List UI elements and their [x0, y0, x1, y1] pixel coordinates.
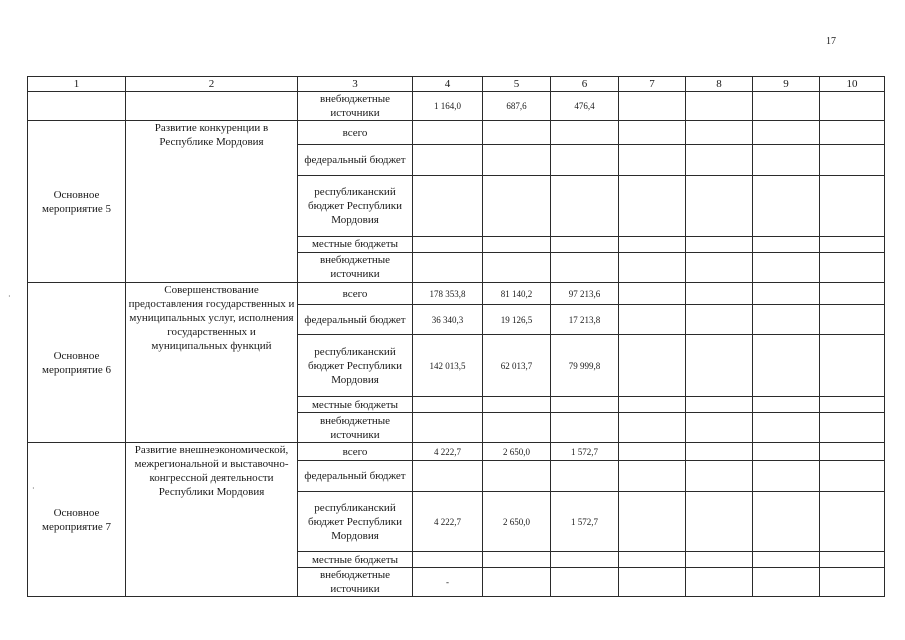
empty-cell: [619, 413, 686, 443]
empty-cell: [753, 335, 820, 397]
budget-table: [27, 76, 885, 597]
empty-cell: [619, 282, 686, 304]
empty-cell: [686, 413, 753, 443]
empty-cell: [686, 121, 753, 144]
empty-cell: [753, 252, 820, 282]
column-header: 4: [413, 77, 483, 92]
empty-cell: [619, 305, 686, 335]
value-total: 142 013,5: [413, 335, 483, 397]
empty-cell: [820, 175, 885, 236]
empty-cell: [753, 305, 820, 335]
page-number: 17: [826, 36, 836, 47]
value-total: 178 353,8: [413, 282, 483, 304]
value-total: 36 340,3: [413, 305, 483, 335]
empty-cell: [686, 397, 753, 413]
funding-source: внебюджетные источники: [298, 413, 413, 443]
value-total: 4 222,7: [413, 491, 483, 552]
empty-cell: [619, 92, 686, 121]
empty-cell: [686, 491, 753, 552]
value-year-1: [483, 397, 551, 413]
empty-cell: [686, 236, 753, 252]
measure-label: Основное мероприятие 7: [28, 443, 126, 597]
empty-cell: [753, 397, 820, 413]
empty-cell: [820, 335, 885, 397]
empty-cell: [753, 443, 820, 460]
header-row: [28, 77, 885, 92]
value-year-1: [483, 175, 551, 236]
empty-cell: [820, 121, 885, 144]
value-year-2: 1 572,7: [551, 491, 619, 552]
table-row: [28, 443, 885, 460]
funding-source: всего: [298, 443, 413, 460]
empty-cell: [619, 460, 686, 491]
value-total: [413, 121, 483, 144]
funding-source: внебюджетные источники: [298, 252, 413, 282]
value-year-1: 19 126,5: [483, 305, 551, 335]
value-year-2: [551, 397, 619, 413]
funding-source: местные бюджеты: [298, 552, 413, 567]
empty-cell: [686, 144, 753, 175]
funding-source: местные бюджеты: [298, 397, 413, 413]
empty-cell: [820, 305, 885, 335]
value-year-1: [483, 252, 551, 282]
value-total: [413, 552, 483, 567]
empty-cell: [686, 552, 753, 567]
empty-cell: [686, 443, 753, 460]
value-year-2: [551, 413, 619, 443]
value-total: 1 164,0: [413, 92, 483, 121]
empty-cell: [820, 443, 885, 460]
value-year-2: [551, 252, 619, 282]
value-year-2: 17 213,8: [551, 305, 619, 335]
empty-cell: [619, 552, 686, 567]
value-year-2: [551, 567, 619, 596]
value-year-2: [551, 175, 619, 236]
funding-source: федеральный бюджет: [298, 305, 413, 335]
empty-cell: [619, 144, 686, 175]
table-row: [28, 92, 885, 121]
empty-cell: [753, 236, 820, 252]
value-year-2: 1 572,7: [551, 443, 619, 460]
value-year-1: [483, 144, 551, 175]
empty-cell: [686, 335, 753, 397]
empty-cell: [753, 282, 820, 304]
empty-cell: [753, 552, 820, 567]
empty-cell: [753, 121, 820, 144]
column-header: 8: [686, 77, 753, 92]
empty-cell: [820, 397, 885, 413]
value-year-1: 2 650,0: [483, 443, 551, 460]
empty-cell: [619, 252, 686, 282]
empty-cell: [686, 175, 753, 236]
empty-cell: [619, 175, 686, 236]
funding-source: республиканский бюджет Республики Мордовия: [298, 491, 413, 552]
value-total: [413, 413, 483, 443]
empty-cell: [619, 443, 686, 460]
funding-source: внебюджетные источники: [298, 92, 413, 121]
value-total: [413, 252, 483, 282]
table-row: [28, 121, 885, 144]
empty-cell: [619, 121, 686, 144]
scan-dot: ·: [32, 484, 35, 493]
empty-cell: [619, 236, 686, 252]
empty-cell: [820, 282, 885, 304]
empty-cell: [820, 413, 885, 443]
column-header: 6: [551, 77, 619, 92]
value-total: [413, 460, 483, 491]
empty-cell: [619, 397, 686, 413]
empty-cell: [686, 252, 753, 282]
value-year-2: [551, 144, 619, 175]
column-header: 9: [753, 77, 820, 92]
value-year-1: 2 650,0: [483, 491, 551, 552]
empty-cell: [820, 236, 885, 252]
column-header: 1: [28, 77, 126, 92]
value-year-1: 687,6: [483, 92, 551, 121]
empty-cell: [753, 92, 820, 121]
empty-cell: [686, 92, 753, 121]
value-year-2: [551, 552, 619, 567]
empty-cell: [753, 175, 820, 236]
funding-source: республиканский бюджет Республики Мордовия: [298, 335, 413, 397]
funding-source: всего: [298, 121, 413, 144]
value-total: -: [413, 567, 483, 596]
empty-cell: [753, 144, 820, 175]
empty-cell: [753, 460, 820, 491]
value-year-2: 97 213,6: [551, 282, 619, 304]
value-year-1: 81 140,2: [483, 282, 551, 304]
funding-source: федеральный бюджет: [298, 460, 413, 491]
measure-name: Совершенствование предоставления государственных и муниципальных услуг, исполнения государственных и муниципальных функций: [126, 282, 298, 442]
empty-cell: [820, 552, 885, 567]
measure-label: Основное мероприятие 6: [28, 282, 126, 442]
empty-cell: [820, 144, 885, 175]
value-year-1: 62 013,7: [483, 335, 551, 397]
funding-source: республиканский бюджет Республики Мордовия: [298, 175, 413, 236]
empty-cell: [753, 567, 820, 596]
value-year-2: [551, 236, 619, 252]
value-total: [413, 175, 483, 236]
value-year-1: [483, 460, 551, 491]
funding-source: всего: [298, 282, 413, 304]
empty-cell: [820, 491, 885, 552]
measure-name: Развитие конкуренции в Республике Мордовия: [126, 121, 298, 283]
value-year-2: [551, 460, 619, 491]
empty-cell: [686, 305, 753, 335]
column-header: 2: [126, 77, 298, 92]
measure-cell: [28, 92, 126, 121]
empty-cell: [619, 491, 686, 552]
value-year-1: [483, 552, 551, 567]
empty-cell: [820, 567, 885, 596]
empty-cell: [820, 460, 885, 491]
value-year-2: 476,4: [551, 92, 619, 121]
table-row: [28, 282, 885, 304]
measure-name-cell: [126, 92, 298, 121]
empty-cell: [619, 335, 686, 397]
empty-cell: [619, 567, 686, 596]
empty-cell: [753, 413, 820, 443]
funding-source: федеральный бюджет: [298, 144, 413, 175]
funding-source: внебюджетные источники: [298, 567, 413, 596]
scan-dot: ·: [8, 292, 11, 301]
column-header: 5: [483, 77, 551, 92]
value-total: [413, 397, 483, 413]
value-total: [413, 144, 483, 175]
value-year-2: [551, 121, 619, 144]
value-year-2: 79 999,8: [551, 335, 619, 397]
value-total: 4 222,7: [413, 443, 483, 460]
empty-cell: [753, 491, 820, 552]
empty-cell: [686, 460, 753, 491]
column-header: 10: [820, 77, 885, 92]
empty-cell: [686, 567, 753, 596]
empty-cell: [820, 252, 885, 282]
measure-name: Развитие внешнеэкономической, межрегиональной и выставочно-конгрессной деятельности Республики Мордовия: [126, 443, 298, 597]
column-header: 3: [298, 77, 413, 92]
empty-cell: [686, 282, 753, 304]
funding-source: местные бюджеты: [298, 236, 413, 252]
measure-label: Основное мероприятие 5: [28, 121, 126, 283]
value-year-1: [483, 121, 551, 144]
value-total: [413, 236, 483, 252]
value-year-1: [483, 567, 551, 596]
value-year-1: [483, 413, 551, 443]
empty-cell: [820, 92, 885, 121]
value-year-1: [483, 236, 551, 252]
column-header: 7: [619, 77, 686, 92]
